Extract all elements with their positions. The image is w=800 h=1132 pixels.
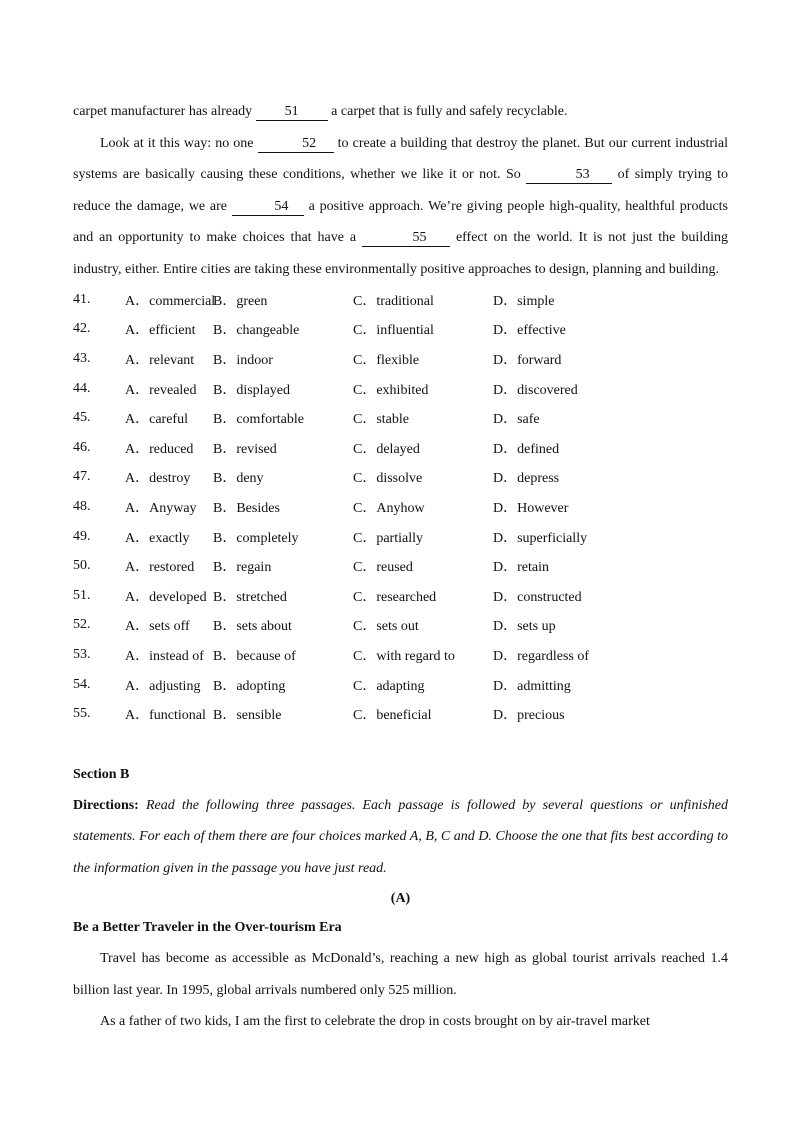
blank-51: 51	[256, 104, 328, 121]
question-number: 55.	[73, 706, 91, 722]
option-b: B．deny	[213, 471, 264, 487]
question-number: 51.	[73, 587, 91, 603]
option-row	[73, 611, 728, 641]
option-c: C．beneficial	[353, 708, 432, 724]
option-row	[73, 315, 728, 345]
option-d: D．effective	[493, 323, 566, 339]
question-number: 41.	[73, 291, 91, 307]
option-row	[73, 344, 728, 374]
option-b: B．Besides	[213, 500, 280, 516]
option-b: B．comfortable	[213, 412, 304, 428]
option-b: B．completely	[213, 530, 299, 546]
option-c: C．stable	[353, 412, 409, 428]
option-d: D．safe	[493, 412, 540, 428]
article-paragraph-2: As a father of two kids, I am the first to celebrate the drop in costs brought on by air-travel market	[100, 1014, 650, 1030]
option-row	[73, 522, 728, 552]
passage-paragraph-2: Look at it this way: no one 52 to create a building that destroy the planet. But our current industrial systems are basically causing these conditions, whether we like it or not. So 53 of simply trying to reduce the damage, we are 54 a positive approach. We’re giving people high-quality, healthful products and an opportunity to make choices that have a 55 effect on the world. It is not just the building industry, either. Entire cities are taking these environmentally positive approaches to design, planning and building.	[73, 135, 729, 277]
option-c: C．sets out	[353, 619, 419, 635]
option-b: B．sets about	[213, 619, 292, 635]
document-page	[73, 96, 728, 1038]
question-number: 43.	[73, 350, 91, 366]
option-row	[73, 403, 728, 433]
directions-label: Directions:	[73, 797, 139, 813]
option-a: A．restored	[125, 560, 195, 576]
option-c: C．Anyhow	[353, 500, 425, 516]
directions-text: Read the following three passages. Each passage is followed by several questions or unfinished statements. For each of them there are four choices marked A, B, C and D. Choose the one that fits best according to the information given in the passage you have just read.	[73, 797, 729, 876]
option-a: A．relevant	[125, 352, 195, 368]
blank-52: 52	[258, 136, 334, 153]
answer-options	[73, 285, 728, 729]
option-c: C．traditional	[353, 293, 434, 309]
option-a: A．efficient	[125, 323, 196, 339]
option-d: D．precious	[493, 708, 565, 724]
article-title: Be a Better Traveler in the Over-tourism Era	[73, 920, 342, 936]
passage-line-1: carpet manufacturer has already 51 a carpet that is fully and safely recyclable.	[73, 104, 568, 119]
option-b: B．changeable	[213, 323, 300, 339]
option-d: D．constructed	[493, 589, 582, 605]
option-a: A．developed	[125, 589, 207, 605]
option-b: B．because of	[213, 648, 296, 664]
option-b: B．green	[213, 293, 268, 309]
option-row	[73, 463, 728, 493]
option-d: D．defined	[493, 441, 560, 457]
option-a: A．sets off	[125, 619, 190, 635]
option-b: B．displayed	[213, 382, 290, 398]
option-b: B．indoor	[213, 352, 273, 368]
option-d: D．discovered	[493, 382, 578, 398]
option-c: C．partially	[353, 530, 423, 546]
question-number: 45.	[73, 410, 91, 426]
question-number: 50.	[73, 558, 91, 574]
option-b: B．adopting	[213, 678, 286, 694]
option-c: C．exhibited	[353, 382, 429, 398]
option-a: A．commercial	[125, 293, 216, 309]
option-d: D．simple	[493, 293, 555, 309]
question-number: 52.	[73, 617, 91, 633]
blank-54: 54	[232, 199, 304, 216]
passage-label: (A)	[390, 891, 411, 907]
option-a: A．careful	[125, 412, 188, 428]
option-b: B．revised	[213, 441, 277, 457]
option-row	[73, 433, 728, 463]
option-d: D．admitting	[493, 678, 571, 694]
option-a: A．instead of	[125, 648, 204, 664]
option-d: D．regardless of	[493, 648, 590, 664]
option-d: D．forward	[493, 352, 562, 368]
question-number: 46.	[73, 439, 91, 455]
option-c: C．with regard to	[353, 648, 455, 664]
option-c: C．influential	[353, 323, 434, 339]
option-c: C．dissolve	[353, 471, 423, 487]
blank-53: 53	[526, 167, 612, 184]
option-c: C．flexible	[353, 352, 420, 368]
option-row	[73, 492, 728, 522]
option-b: B．stretched	[213, 589, 287, 605]
option-row	[73, 374, 728, 404]
option-row	[73, 581, 728, 611]
question-number: 54.	[73, 676, 91, 692]
option-d: D．sets up	[493, 619, 556, 635]
question-number: 48.	[73, 498, 91, 514]
option-b: B．regain	[213, 560, 272, 576]
option-row	[73, 551, 728, 581]
option-row	[73, 699, 728, 729]
option-d: D．superficially	[493, 530, 588, 546]
question-number: 42.	[73, 321, 91, 337]
option-a: A．exactly	[125, 530, 190, 546]
option-b: B．sensible	[213, 708, 282, 724]
article-paragraph-1: Travel has become as accessible as McDonald’s, reaching a new high as global tourist arrivals reached 1.4 billion last year. In 1995, global arrivals numbered only 525 million.	[73, 951, 728, 998]
question-number: 47.	[73, 469, 91, 485]
option-a: A．revealed	[125, 382, 197, 398]
option-a: A．functional	[125, 708, 206, 724]
section-heading: Section B	[73, 766, 130, 782]
option-a: A．Anyway	[125, 500, 197, 516]
option-c: C．adapting	[353, 678, 425, 694]
question-number: 49.	[73, 528, 91, 544]
directions	[73, 790, 728, 885]
blank-55: 55	[362, 230, 450, 247]
option-c: C．delayed	[353, 441, 420, 457]
option-c: C．researched	[353, 589, 437, 605]
option-d: D．retain	[493, 560, 549, 576]
option-a: A．reduced	[125, 441, 194, 457]
question-number: 44.	[73, 380, 91, 396]
option-row	[73, 285, 728, 315]
option-c: C．reused	[353, 560, 413, 576]
option-row	[73, 670, 728, 700]
option-row	[73, 640, 728, 670]
option-d: D．However	[493, 500, 569, 516]
question-number: 53.	[73, 646, 91, 662]
option-a: A．adjusting	[125, 678, 201, 694]
option-d: D．depress	[493, 471, 560, 487]
option-a: A．destroy	[125, 471, 191, 487]
